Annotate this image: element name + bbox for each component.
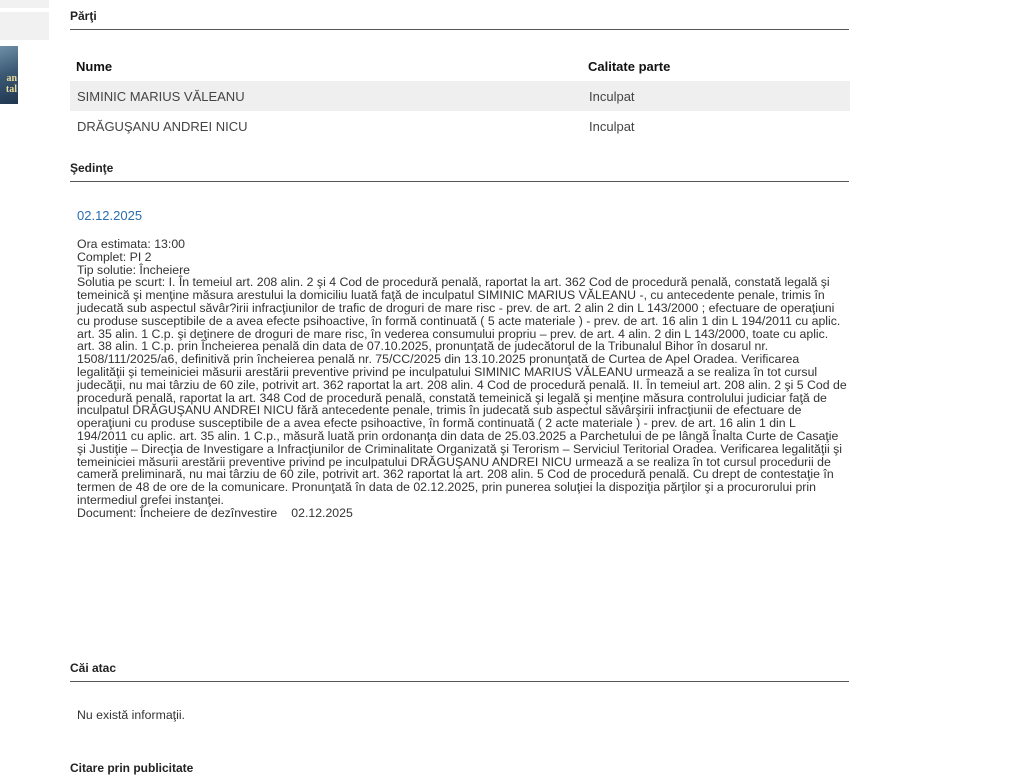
section-title-parti: Părţi bbox=[70, 9, 849, 30]
sidebar-thumbnail-image[interactable] bbox=[0, 46, 18, 104]
session-panel: Complet: PI 2 bbox=[77, 249, 152, 264]
column-header-name: Nume bbox=[76, 58, 113, 74]
table-row bbox=[70, 111, 850, 141]
session-date: 02.12.2025 bbox=[77, 208, 143, 223]
section-title-sedinte: Şedinţe bbox=[70, 161, 849, 182]
session-details bbox=[77, 238, 847, 520]
thumbnail-text: an bbox=[6, 73, 17, 84]
document-date: 02.12.2025 bbox=[291, 505, 353, 520]
column-header-role: Calitate parte bbox=[588, 58, 671, 74]
sidebar-tab[interactable] bbox=[0, 12, 49, 40]
parties-table bbox=[70, 51, 850, 141]
thumbnail-text: tal bbox=[5, 84, 17, 95]
session-solution-summary: Solutia pe scurt: I. În temeiul art. 208 alin. 2 şi 4 Cod de procedură penală, raportat la art. 362 Cod de procedură penală, constată legală şi temeinică şi menţine măsura arestului la domiciliu luată faţă de inculpatul SIMINIC MARIUS VĂLEANU -, cu antecedente penale, trimis în judecată sub aspectul săvâr?irii infracţiunilor de trafic de droguri de mare risc - prev. de art. 2 alin 2 din L 143/2000 ; efectuare de operaţiuni cu produse susceptibile de a avea efecte psihoactive, în formă continuată ( 5 acte materiale ) - prev. de art. 16 alin 1 din L 194/2011 cu aplic. art. 35 alin. 1 C.p. şi deţinere de droguri de mare risc, în vederea consumului propriu – prev. de art. 4 alin. 2 din L 143/2000, toate cu aplic. art. 38 alin. 1 C.p. prin Încheierea penală din data de 07.10.2025, pronunţată de judecătorul de la Tribunalul Bihor în dosarul nr. 1508/111/2025/a6, definitivă prin încheierea penală nr. 75/CC/2025 din 13.10.2025 pronunţată de Curtea de Apel Oradea. Verificarea legalităţii şi temeiniciei măsurii arestării preventive privind pe inculpatului SIMINIC MARIUS VĂLEANU urmează a se realiza în tot cursul judecăţii, nu mai târziu de 60 zile, potrivit art. 362 raportat la art. 208 alin. 4 Cod de procedură penală. II. În temeiul art. 208 alin. 2 şi 5 Cod de procedură penală, raportat la art. 348 Cod de procedură penală, constată temeinică şi legală şi menţine măsura controlului judiciar faţă de inculpatul DRĂGUŞANU ANDREI NICU fără antecedente penale, trimis în judecată sub aspectul săvârşirii infracţiunii de efectuare de operaţiuni cu produse susceptibile de a avea efecte psihoactive, în formă continuată ( 2 acte materiale ) - prev. de art. 16 alin 1 din L 194/2011 cu aplic. art. 35 alin. 1 C.p., măsură luată prin ordonanţa din data de 25.03.2025 a Parchetului de pe lângă Înalta Curte de Casaţie şi Justiţie – Direcţia de Investigare a Infracţiunilor de Criminalitate Organizată şi Terorism – Serviciul Teritorial Oradea. Verificarea legalităţii şi temeiniciei măsurii arestării preventive privind pe inculpatului DRĂGUŞANU ANDREI NICU urmează a se realiza în tot cursul procedurii de cameră preliminară, nu mai târziu de 60 zile, potrivit art. 362 raportat la art. 208 alin. 5 Cod de procedură penală. Cu drept de contestaţie în termen de 48 de ore de la comunicare. Pronunţată în data de 02.12.2025, prin punerea soluţiei la dispoziţia părţilor şi a procurorului prin intermediul grefei instanţei. bbox=[77, 275, 847, 507]
party-role: Inculpat bbox=[582, 81, 850, 111]
session-document bbox=[77, 507, 847, 520]
section-title-citare: Citare prin publicitate bbox=[70, 761, 194, 775]
session-entry bbox=[77, 207, 847, 520]
no-info-message: Nu există informaţii. bbox=[77, 708, 185, 722]
sidebar-tab[interactable] bbox=[0, 0, 49, 8]
document-label: Document: Încheiere de dezînvestire bbox=[77, 505, 278, 520]
party-name: SIMINIC MARIUS VĂLEANU bbox=[70, 81, 582, 111]
party-name: DRĂGUŞANU ANDREI NICU bbox=[77, 118, 248, 134]
section-title-cai-atac: Căi atac bbox=[70, 661, 849, 682]
party-role: Inculpat bbox=[589, 118, 635, 134]
table-header-row bbox=[70, 51, 850, 81]
table-row bbox=[70, 81, 850, 111]
session-solution-type: Tip solutie: Încheiere bbox=[77, 262, 191, 277]
session-estimated-time: Ora estimata: 13:00 bbox=[77, 237, 185, 251]
